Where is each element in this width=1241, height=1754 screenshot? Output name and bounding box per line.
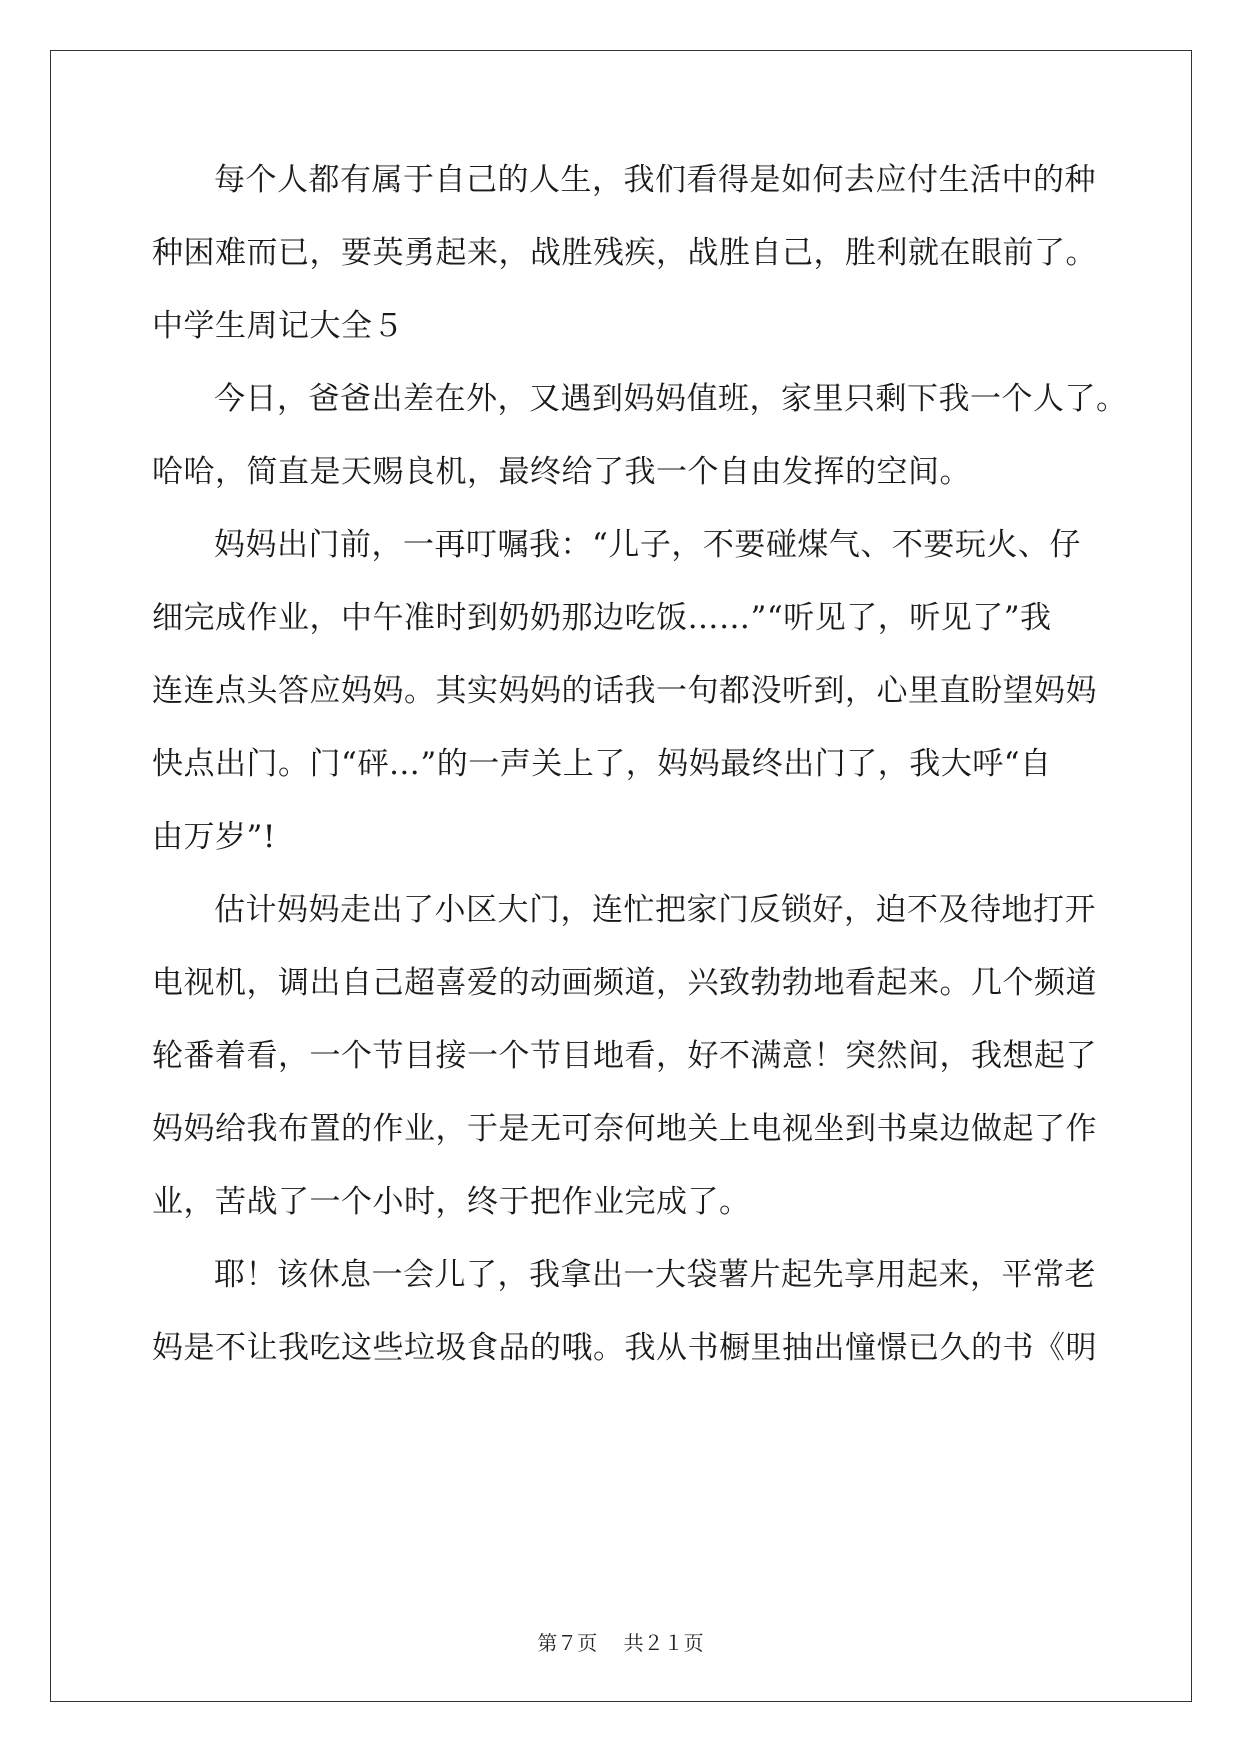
text-line: 电视机，调出自己超喜爱的动画频道，兴致勃勃地看起来。几个频道 [152, 965, 1097, 1001]
text-line: 轮番着看，一个节目接一个节目地看，好不满意！突然间，我想起了 [152, 1038, 1097, 1074]
text-line: 妈妈给我布置的作业，于是无可奈何地关上电视坐到书桌边做起了作 [152, 1111, 1097, 1147]
text-line: 连连点头答应妈妈。其实妈妈的话我一句都没听到，心里直盼望妈妈 [152, 673, 1097, 709]
text-line: 由万岁”! [152, 819, 276, 855]
text-line: 妈妈出门前，一再叮嘱我：“儿子，不要碰煤气、不要玩火、仔 [214, 527, 1081, 563]
page-footer [0, 1630, 1241, 1656]
text-line: 快点出门。门“砰…”的一声关上了，妈妈最终出门了，我大呼“自 [152, 746, 1052, 782]
text-line: 耶！该休息一会儿了，我拿出一大袋薯片起先享用起来，平常老 [214, 1257, 1096, 1293]
text-line: 每个人都有属于自己的人生，我们看得是如何去应付生活中的种 [214, 162, 1096, 198]
text-line: 今日，爸爸出差在外，又遇到妈妈值班，家里只剩下我一个人了。 [214, 381, 1128, 417]
section-heading: 中学生周记大全５ [152, 308, 404, 344]
text-line: 细完成作业，中午准时到奶奶那边吃饭……”“听见了，听见了”我 [152, 600, 1052, 636]
text-line: 哈哈，简直是天赐良机，最终给了我一个自由发挥的空间。 [152, 454, 971, 490]
page-border [50, 50, 1192, 1702]
text-line: 业，苦战了一个小时，终于把作业完成了。 [152, 1184, 751, 1220]
text-line: 种困难而已，要英勇起来，战胜残疾，战胜自己，胜利就在眼前了。 [152, 235, 1097, 271]
page-number-current: 第７页 [537, 1631, 598, 1655]
text-line: 妈是不让我吃这些垃圾食品的哦。我从书橱里抽出憧憬已久的书《明 [152, 1330, 1097, 1366]
text-line: 估计妈妈走出了小区大门，连忙把家门反锁好，迫不及待地打开 [214, 892, 1096, 928]
page-number-total: 共２１页 [623, 1631, 704, 1655]
